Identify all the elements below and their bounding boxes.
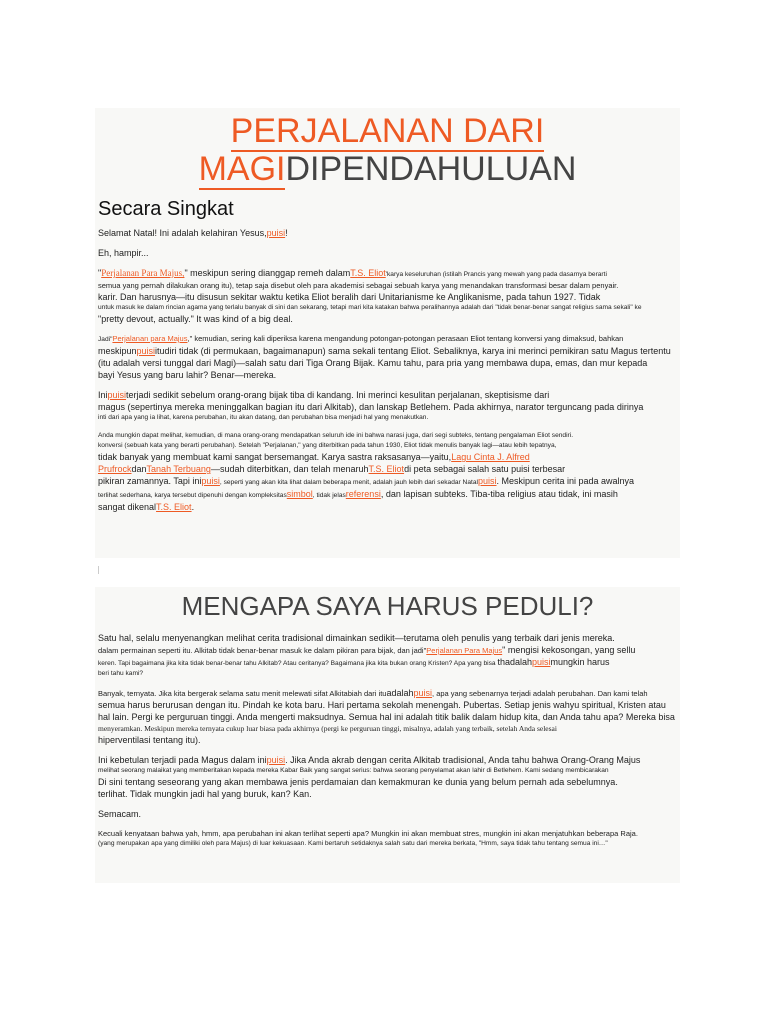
paragraph-q4: Semacam. — [98, 809, 142, 819]
why-care-section — [95, 587, 680, 883]
link-perjalanan-para-majus-2[interactable]: Perjalanan para Majus — [112, 334, 188, 343]
section-title: MENGAPA SAYA HARUS PEDULI? — [181, 591, 594, 621]
link-prufrock[interactable]: Prufrock — [98, 464, 132, 474]
section-heading: Secara Singkat — [98, 198, 234, 220]
link-puisi[interactable]: puisi — [266, 228, 286, 238]
link-ts-eliot-3[interactable]: T.S. Eliot — [156, 502, 192, 512]
link-ts-eliot-2[interactable]: T.S. Eliot — [368, 464, 405, 474]
link-puisi-6[interactable]: puisi — [531, 657, 551, 667]
link-lagu-cinta[interactable]: Lagu Cinta J. Alfred — [451, 452, 530, 462]
paragraph-q3: Ini kebetulan terjadi pada Magus dalam inipuisi. Jika Anda akrab dengan cerita Alkitab tradisional, Anda tahu bahwa Orang-Orang Majus melihat seorang malaikat yang memberitakan kepada mereka Kabar Baik yang sangat serius: bahwa seorang penyelamat akan lahir di Betlehem. Kami sedang membicarakan Di sini tentang seseorang yang akan membawa jenis perdamaian dan kemakmuran ke dunia yang belum pernah ada sebelumnya. terlihat. Tidak mungkin jadi hal yang buruk, kan? Kan. — [98, 755, 641, 799]
title-link-magi[interactable]: MAGI — [198, 150, 286, 188]
link-puisi-3[interactable]: puisi — [107, 390, 127, 400]
paragraph-1: Selamat Natal! Ini adalah kelahiran Yesus,puisi! — [98, 228, 288, 238]
paragraph-q2: Banyak, ternyata. Jika kita bergerak selama satu menit melewati sifat Alkitabiah dari ituadalahpuisi, apa yang sebenarnya terjadi adalah perubahan. Dan kami telah semua harus berurusan dengan itu. Pindah ke kota baru. Hari pertama sekolah menengah. Pubertas. Setiap jenis wahyu spiritual, Kristen atau hal lain. Pergi ke perguruan tinggi. Anda mengerti maksudnya. Semua hal ini adalah titik balik dalam hidup kita, dan Anda tahu apa? Mereka bisa menyeramkan. Meskipun mereka ternyata cukup luar biasa pada akhirnya (pergi ke perguruan tinggi, misalnya, adalah yang terbaik, setelah Anda selesai hiperventilasi tentang itu). — [98, 688, 675, 745]
link-tanah-terbuang[interactable]: Tanah Terbuang — [146, 464, 211, 474]
link-puisi-8[interactable]: puisi — [266, 755, 286, 765]
link-puisi-5[interactable]: puisi — [477, 476, 497, 486]
paragraph-3: "Perjalanan Para Majus," meskipun sering dianggap remeh dalamT.S. Eliot'karya keseluruhan (istilah Prancis yang mewah yang pada dasarnya berarti semua yang pernah dilakukan orang itu), tetap saja disebut oleh para akademisi sebagai sebuah karya yang menandakan transformasi besar dalam penyair. karir. Dan harusnya—itu disusun sekitar waktu ketika Eliot beralih dari Unitarianisme ke Anglikanisme, pada tahun 1927. Tidak untuk masuk ke dalam rincian agama yang terlalu banyak di sini dan sekarang, tetapi mari kita katakan bahwa peralihannya adalah dari "tidak benar-benar sangat religius sama sekali" ke "pretty devout, actually." It was kind of a big deal. — [98, 268, 642, 324]
intro-section — [95, 108, 680, 558]
paragraph-4: Jadi"Perjalanan para Majus," kemudian, sering kali diperiksa karena mengandung potongan-potongan perasaan Eliot tentang konversi yang dimaksud, bahkan meskipunpuisiitudiri tidak (di permukaan, bagaimanapun) sama sekali tentang Eliot. Sebaliknya, karya ini merinci pemikiran satu Magus tertentu (itu adalah versi tunggal dari Magi)—salah satu dari Tiga Orang Bijak. Kamu tahu, para pria yang membawa dupa, emas, dan mur kepada bayi Yesus yang baru lahir? Benar—mereka. — [98, 334, 671, 380]
link-perjalanan-para-majus-3[interactable]: Perjalanan Para Majus — [426, 646, 503, 655]
title-link-perjalanan[interactable]: PERJALANAN DARI — [230, 112, 545, 150]
paragraph-5: Inipuisiterjadi sedikit sebelum orang-orang bijak tiba di kandang. Ini merinci kesulitan perjalanan, skeptisisme dari magus (sepertinya mereka meninggalkan bagian itu dari Alkitab), dan lanskap Betlehem. Pada akhirnya, narator terguncang pada dirinya inti dari apa yang ia lihat, karena perubahan, itu akan datang, dan perubahan bisa menjadi hal yang menakutkan. — [98, 390, 644, 421]
link-puisi-2[interactable]: puisi — [136, 346, 156, 356]
link-perjalanan-para-majus[interactable]: Perjalanan Para Majus, — [101, 268, 185, 278]
title-rest: DIPENDAHULUAN — [285, 150, 577, 188]
paragraph-2: Eh, hampir... — [98, 248, 149, 258]
paragraph-q5: Kecuali kenyataan bahwa yah, hmm, apa perubahan ini akan terlihat seperti apa? Mungkin ini akan membuat stres, mungkin ini akan menjatuhkan beberapa Raja. (yang merupakan apa yang dimiliki oleh para Majus) di luar kekuasaan. Kami bertaruh setidaknya salah satu dari mereka berkata, "Hmm, saya tidak tahu tentang semua ini…" — [98, 829, 638, 847]
paragraph-q1: Satu hal, selalu menyenangkan melihat cerita tradisional dimainkan sedikit—terutama oleh penulis yang terbaik dari jenis mereka. dalam permainan seperti itu. Alkitab tidak benar-benar masuk ke dalam pikiran para bijak, dan jadi"Perjalanan Para Majus" mengisi kekosongan, yang sellu keren. Tapi bagaimana jika kita tidak benar-benar tahu Alkitab? Atau ceritanya? Bagaimana jika kita bukan orang Kristen? Apa yang bisa thadalahpuisimungkin harus beri tahu kami? — [98, 633, 636, 677]
link-referensi[interactable]: referensi — [345, 489, 381, 499]
paragraph-6: Anda mungkin dapat melihat, kemudian, di mana orang-orang mendapatkan seluruh ide ini bahwa narasi juga, dari segi subteks, tentang pengalaman Eliot sendiri. konversi (sebuah kata yang berarti perubahan). Setelah "Perjalanan," yang diterbitkan pada tahun 1930, Eliot tidak menulis banyak lagi—atau lebih tepatnya, tidak banyak yang membuat kami sangat bersemangat. Karya sastra raksasanya—yaitu,Lagu Cinta J. Alfred PrufrockdanTanah Terbuang—sudah diterbitkan, dan telah menaruhT.S. Eliotdi peta sebagai salah satu puisi terbesar pikiran zamannya. Tapi inipuisi, seperti yang akan kita lihat dalam beberapa menit, adalah jauh lebih dari sekadar Natalpuisi. Meskipun cerita ini pada awalnya terlihat sederhana, karya tersebut dipenuhi dengan kompleksitassimbol, tidak jelasreferensi, dan lapisan subteks. Tiba-tiba religius atau tidak, ini masih sangat dikenalT.S. Eliot. — [98, 432, 635, 512]
link-ts-eliot[interactable]: T.S. Eliot — [350, 268, 386, 278]
divider-mark — [98, 566, 99, 574]
link-puisi-7[interactable]: puisi — [413, 688, 433, 698]
link-puisi-4[interactable]: puisi — [201, 476, 220, 486]
page-title — [98, 112, 677, 188]
link-simbol[interactable]: simbol — [286, 489, 313, 499]
